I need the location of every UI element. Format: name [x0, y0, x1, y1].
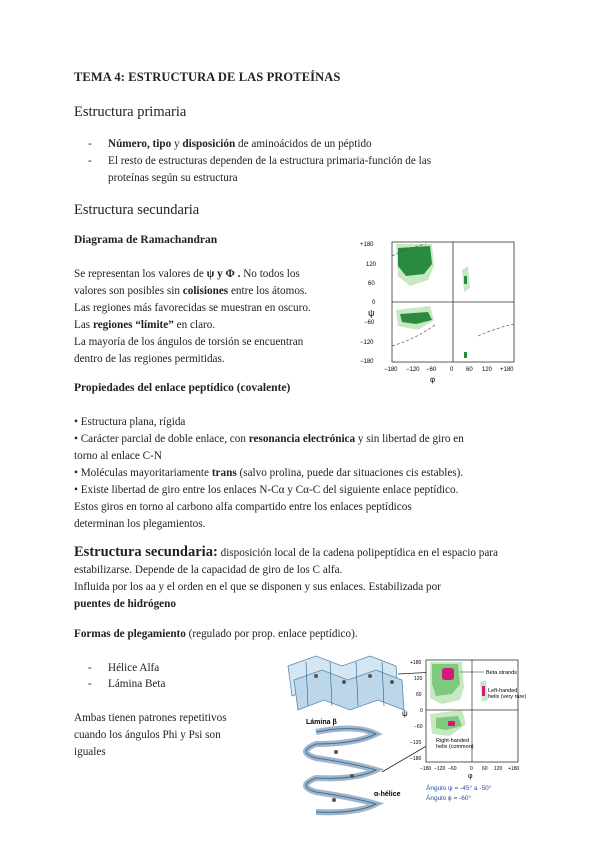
svg-text:Beta strands: Beta strands	[486, 670, 517, 676]
svg-text:−180: −180	[384, 367, 398, 373]
svg-text:Ángulo ϕ = -60°: Ángulo ϕ = -60°	[426, 795, 472, 802]
ramachandran-text: Se representan los valores de ψ y Φ . No todos los valores son posibles sin colisiones entre los átomos. Las regiones más favorecidas se muestran en oscuro. Las regiones “límite” en claro. La mayoría de los ángulos de torsión se encuentran dentro de las regiones permitidas.	[74, 268, 311, 365]
formas-plegamiento: Formas de plegamiento (regulado por prop. enlace peptídico).	[74, 628, 358, 640]
document-title: TEMA 4: ESTRUCTURA DE LAS PROTEÍNAS	[74, 70, 341, 84]
svg-text:0: 0	[420, 708, 423, 714]
svg-text:60: 60	[416, 692, 422, 698]
ramachandran-plot-figure	[358, 236, 518, 384]
svg-text:φ: φ	[430, 375, 436, 384]
heading-propiedades: Propiedades del enlace peptídico (covalente)	[74, 382, 291, 394]
svg-text:Lámina β: Lámina β	[306, 719, 337, 726]
ambas-text: Ambas tienen patrones repetitivos cuando los ángulos Phi y Psi son iguales	[74, 712, 227, 758]
svg-text:ψ: ψ	[368, 308, 375, 318]
heading-estructura-primaria: Estructura primaria	[74, 104, 187, 120]
svg-text:−180: −180	[360, 359, 374, 365]
heading-ramachandran: Diagrama de Ramachandran	[74, 234, 218, 246]
primaria-bullet-2: - El resto de estructuras dependen de la estructura primaria-función de las proteínas según su estructura	[88, 155, 432, 184]
svg-text:−180: −180	[420, 766, 432, 772]
svg-text:−60: −60	[426, 367, 437, 373]
svg-text:−180: −180	[410, 756, 422, 762]
list-item-lamina: - Lámina Beta	[88, 678, 166, 690]
definicion-estructura-secundaria: Estructura secundaria: disposición local de la cadena polipeptídica en el espacio para estabilizarse. Depende de la capacidad de giro de los C alfa. Influida por los aa y el orden en el que se disponen y sus enlaces. Estabilizada por puentes de hidrógeno	[74, 544, 498, 610]
beta-sheet-illustration	[288, 656, 404, 710]
alpha-helix-illustration	[306, 728, 376, 812]
svg-text:Left-handed: Left-handed	[488, 688, 518, 694]
svg-text:+180: +180	[360, 242, 374, 248]
svg-text:helix (very rare): helix (very rare)	[488, 694, 526, 700]
svg-text:−60: −60	[414, 724, 423, 730]
svg-text:60: 60	[482, 766, 488, 772]
svg-text:ψ: ψ	[402, 709, 408, 718]
svg-text:120: 120	[494, 766, 503, 772]
svg-text:+180: +180	[500, 367, 514, 373]
svg-text:120: 120	[414, 676, 423, 682]
svg-text:−60: −60	[364, 320, 375, 326]
svg-text:+180: +180	[508, 766, 520, 772]
svg-text:−120: −120	[406, 367, 420, 373]
plegamiento-figure	[286, 652, 526, 830]
svg-text:−120: −120	[360, 340, 374, 346]
svg-text:120: 120	[482, 367, 493, 373]
svg-text:+180: +180	[410, 660, 422, 666]
svg-text:120: 120	[366, 262, 377, 268]
svg-text:−60: −60	[448, 766, 457, 772]
svg-text:0: 0	[372, 300, 376, 306]
primaria-bullet-1: - Número, tipo y disposición de aminoácidos de un péptido	[88, 138, 372, 150]
svg-text:60: 60	[466, 367, 473, 373]
svg-text:φ: φ	[468, 773, 473, 780]
heading-estructura-secundaria: Estructura secundaria	[74, 202, 200, 218]
svg-text:Right-handed: Right-handed	[436, 738, 470, 744]
svg-text:Ángulo ψ = -45° a -50°: Ángulo ψ = -45° a -50°	[426, 785, 492, 792]
svg-text:α-hélice: α-hélice	[374, 791, 401, 798]
svg-text:−120: −120	[434, 766, 446, 772]
propiedades-text: • Estructura plana, rígida • Carácter parcial de doble enlace, con resonancia electrónica y sin libertad de giro en torno al enlace C-N • Moléculas mayoritariamente trans (salvo prolina, puede dar situaciones cis estables). • Existe libertad de giro entre los enlaces N-Cα y Cα-C del siguiente enlace peptídico. Estos giros en torno al carbono alfa compartido entre los enlaces peptídicos determinan los plegamientos.	[74, 416, 464, 530]
list-item-helice: - Hélice Alfa	[88, 662, 160, 674]
svg-text:0: 0	[450, 367, 454, 373]
svg-text:0: 0	[470, 766, 473, 772]
svg-text:60: 60	[368, 281, 375, 287]
svg-text:−120: −120	[410, 740, 422, 746]
svg-text:helix (common): helix (common)	[436, 744, 474, 750]
